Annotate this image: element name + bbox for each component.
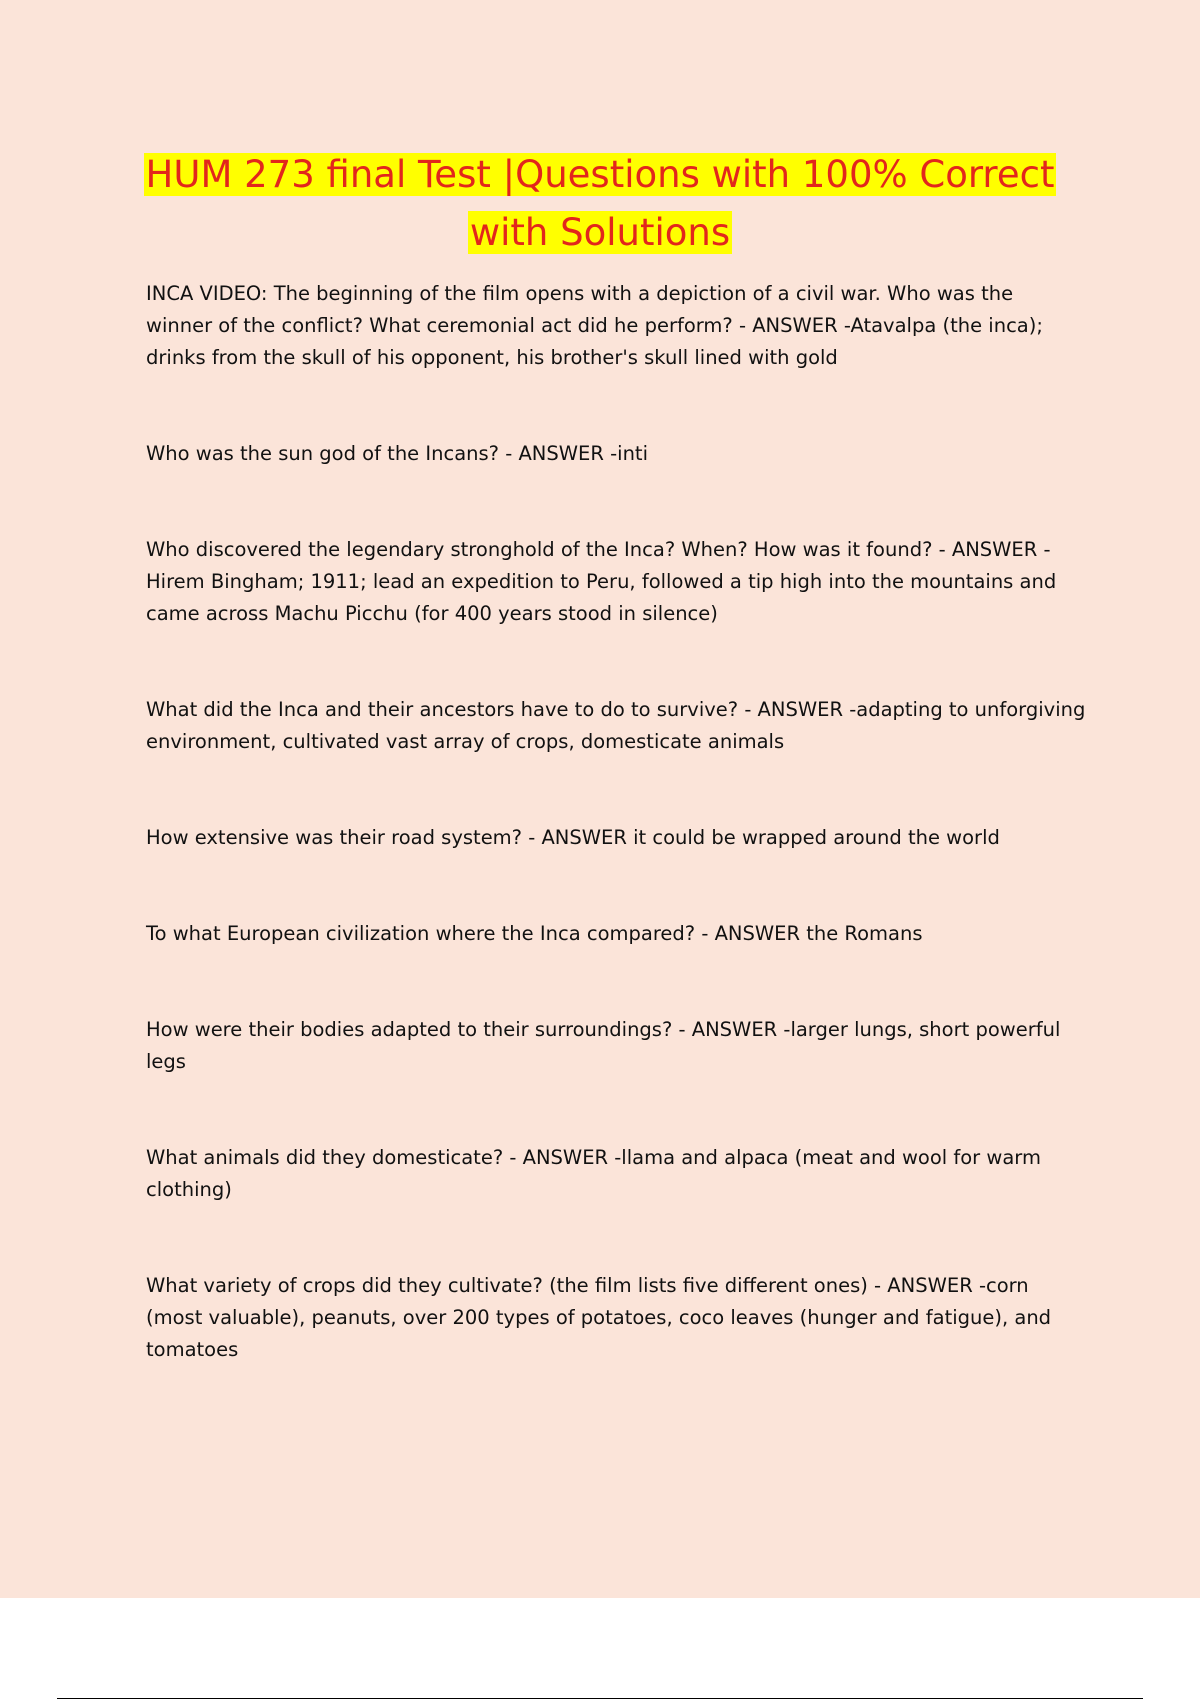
qa-item-8: What animals did they domesticate? - ANSWER -llama and alpaca (meat and wool for warm clothing) (146, 1146, 1041, 1201)
title-line-2: with Solutions (469, 211, 731, 254)
document-title (100, 146, 1100, 262)
question-answer-list (146, 278, 1101, 1366)
title-line-1: HUM 273 final Test |Questions with 100% Correct (145, 153, 1055, 196)
qa-item-5: How extensive was their road system? - ANSWER it could be wrapped around the world (146, 826, 1000, 849)
qa-item-9: What variety of crops did they cultivate? (the film lists five different ones) - ANSWER -corn (most valuable), peanuts, over 200 types of potatoes, coco leaves (hunger and fatigue), and tomatoes (146, 1274, 1052, 1361)
qa-item-6: To what European civilization where the Inca compared? - ANSWER the Romans (146, 922, 923, 945)
qa-item-2: Who was the sun god of the Incans? - ANSWER -inti (146, 442, 648, 465)
qa-item-4: What did the Inca and their ancestors have to do to survive? - ANSWER -adapting to unforgiving environment, cultivated vast array of crops, domesticate animals (146, 698, 1086, 753)
qa-item-1: INCA VIDEO: The beginning of the film opens with a depiction of a civil war. Who was the winner of the conflict? What ceremonial act did he perform? - ANSWER -Atavalpa (the inca); drinks from the skull of his opponent, his brother's skull lined with gold (146, 282, 1043, 369)
qa-item-7: How were their bodies adapted to their surroundings? - ANSWER -larger lungs, short powerful legs (146, 1018, 1061, 1073)
footer-divider (57, 1698, 1143, 1699)
qa-item-3: Who discovered the legendary stronghold of the Inca? When? How was it found? - ANSWER - Hirem Bingham; 1911; lead an expedition to Peru, followed a tip high into the mountains and came across Machu Picchu (for 400 years stood in silence) (146, 538, 1057, 625)
